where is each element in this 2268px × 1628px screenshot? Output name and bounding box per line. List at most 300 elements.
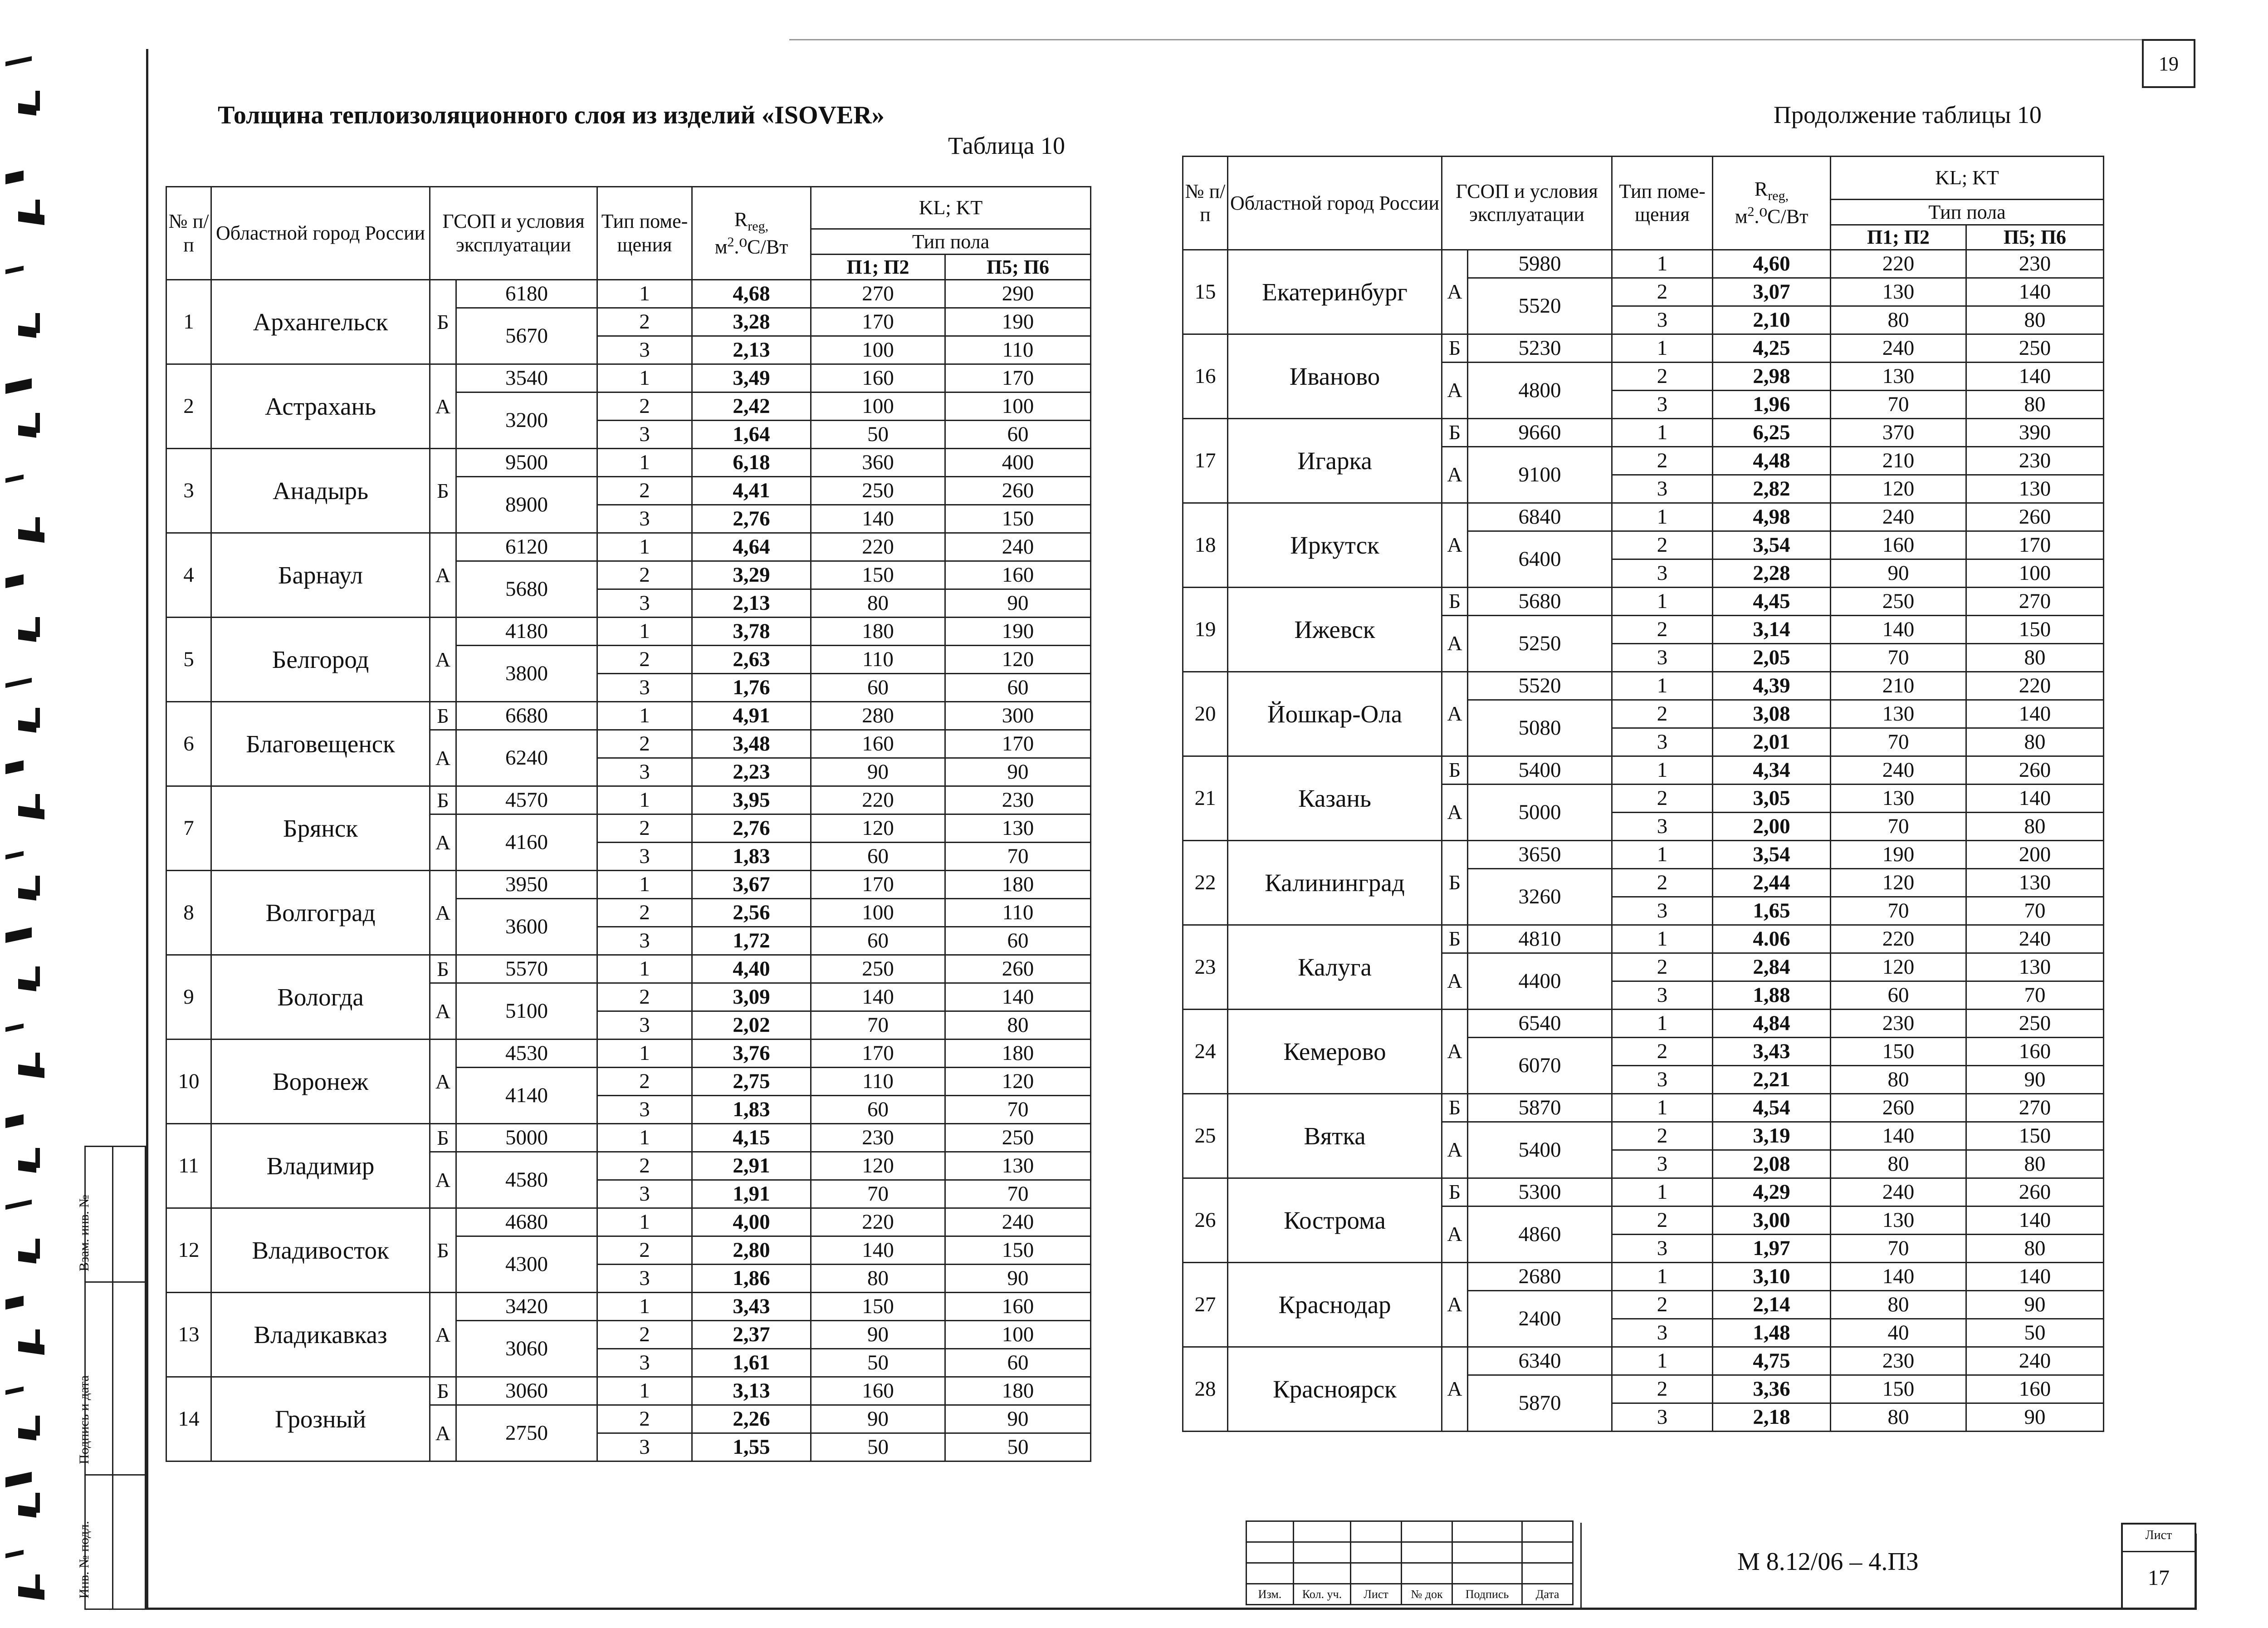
tb-col-signature: Подпись <box>1452 1584 1522 1605</box>
table-number: Таблица 10 <box>948 132 1065 159</box>
kl-p1-p2-value: 90 <box>811 758 945 786</box>
r-reg-value: 2,76 <box>692 814 811 843</box>
kl-p1-p2-value: 90 <box>811 1321 945 1349</box>
kl-p5-p6-value: 390 <box>1966 418 2104 446</box>
r-reg-value: 1,55 <box>692 1433 811 1461</box>
r-reg-value: 1,48 <box>1713 1319 1831 1347</box>
room-type: 3 <box>1612 559 1713 587</box>
scan-mark <box>35 617 40 637</box>
room-type: 2 <box>597 477 692 505</box>
operating-condition: Б <box>1442 840 1468 925</box>
r-unit-post: .⁰С/Вт <box>734 235 788 258</box>
kl-p1-p2-value: 170 <box>811 308 945 336</box>
kl-p5-p6-value: 240 <box>945 533 1091 561</box>
row-number: 13 <box>166 1293 211 1377</box>
row-number: 26 <box>1183 1178 1228 1262</box>
kl-p1-p2-value: 210 <box>1831 672 1966 700</box>
kl-p1-p2-value: 80 <box>1831 1150 1966 1178</box>
header-r-reg <box>1713 157 1831 250</box>
kl-p5-p6-value: 80 <box>1966 1234 2104 1262</box>
kl-p5-p6-value: 60 <box>945 421 1091 449</box>
r-reg-value: 2,10 <box>1713 306 1831 334</box>
r-reg-value: 1,83 <box>692 843 811 871</box>
scan-mark <box>35 200 40 220</box>
table-row <box>1183 334 2104 362</box>
city-name: Благовещенск <box>211 702 430 786</box>
r-reg-value: 2,13 <box>692 589 811 618</box>
table-row <box>166 1293 1091 1321</box>
kl-p1-p2-value: 140 <box>811 983 945 1011</box>
kl-p1-p2-value: 120 <box>1831 953 1966 981</box>
table-row <box>166 449 1091 477</box>
table-row <box>1183 925 2104 953</box>
scan-mark <box>18 1064 44 1078</box>
gsop-value: 3060 <box>456 1377 597 1405</box>
scan-mark <box>35 708 40 728</box>
stamp-label-original-inv: Инв. № подл. <box>77 1521 92 1599</box>
gsop-value: 5980 <box>1468 250 1612 278</box>
kl-p1-p2-value: 160 <box>1831 531 1966 559</box>
room-type: 2 <box>1612 784 1713 812</box>
row-number: 16 <box>1183 334 1228 418</box>
r-reg-value: 3,19 <box>1713 1122 1831 1150</box>
kl-p1-p2-value: 240 <box>1831 503 1966 531</box>
row-number: 7 <box>166 786 211 871</box>
kl-p5-p6-value: 300 <box>945 702 1091 730</box>
kl-p5-p6-value: 70 <box>945 843 1091 871</box>
room-type: 3 <box>1612 981 1713 1009</box>
room-type: 2 <box>1612 278 1713 306</box>
kl-p5-p6-value: 290 <box>945 280 1091 308</box>
city-name: Екатеринбург <box>1228 250 1442 334</box>
r-reg-value: 4,39 <box>1713 672 1831 700</box>
table-row <box>1183 1262 2104 1290</box>
scan-mark <box>5 1472 32 1487</box>
kl-p1-p2-value: 70 <box>811 1180 945 1208</box>
kl-p5-p6-value: 80 <box>1966 728 2104 756</box>
city-name: Архангельск <box>211 280 430 364</box>
scan-mark <box>18 720 36 733</box>
city-name: Ижевск <box>1228 587 1442 672</box>
tb-col-date: Дата <box>1522 1584 1573 1605</box>
table-row <box>166 955 1091 983</box>
scan-mark <box>5 1296 24 1310</box>
kl-p1-p2-value: 70 <box>811 1011 945 1040</box>
room-type: 2 <box>1612 446 1713 475</box>
operating-condition: Б <box>430 955 456 983</box>
document-code: М 8.12/06 – 4.ПЗ <box>1737 1548 1919 1576</box>
gsop-value: 5870 <box>1468 1094 1612 1122</box>
room-type: 3 <box>597 1096 692 1124</box>
room-type: 3 <box>1612 475 1713 503</box>
room-type: 1 <box>597 618 692 646</box>
gsop-value: 4570 <box>456 786 597 814</box>
kl-p5-p6-value: 90 <box>945 758 1091 786</box>
r-reg-value: 6,25 <box>1713 418 1831 446</box>
room-type: 2 <box>1612 615 1713 643</box>
r-symbol: R <box>734 208 748 230</box>
r-reg-value: 2,91 <box>692 1152 811 1180</box>
kl-p5-p6-value: 170 <box>945 730 1091 758</box>
kl-p5-p6-value: 240 <box>945 1208 1091 1236</box>
kl-p1-p2-value: 70 <box>1831 1234 1966 1262</box>
city-name: Красноярск <box>1228 1347 1442 1431</box>
table-continuation-caption: Продолжение таблицы 10 <box>1774 101 2042 128</box>
kl-p1-p2-value: 250 <box>1831 587 1966 615</box>
r-reg-value: 3,14 <box>1713 615 1831 643</box>
row-number: 17 <box>1183 418 1228 503</box>
kl-p1-p2-value: 150 <box>1831 1037 1966 1065</box>
room-type: 1 <box>1612 672 1713 700</box>
kl-p1-p2-value: 250 <box>811 955 945 983</box>
scan-mark <box>35 1148 40 1168</box>
r-reg-value: 2,23 <box>692 758 811 786</box>
operating-condition: Б <box>430 786 456 814</box>
row-number: 21 <box>1183 756 1228 840</box>
kl-p1-p2-value: 90 <box>1831 559 1966 587</box>
r-reg-value: 3,05 <box>1713 784 1831 812</box>
operating-condition: Б <box>430 280 456 364</box>
scan-mark <box>35 966 40 986</box>
gsop-value: 3260 <box>1468 868 1612 925</box>
kl-p5-p6-value: 120 <box>945 646 1091 674</box>
kl-p1-p2-value: 50 <box>811 1349 945 1377</box>
table-row <box>166 1208 1091 1236</box>
gsop-value: 5400 <box>1468 1122 1612 1178</box>
room-type: 1 <box>597 1293 692 1321</box>
r-reg-value: 3,13 <box>692 1377 811 1405</box>
header-city: Областной город России <box>1228 157 1442 250</box>
kl-p1-p2-value: 60 <box>1831 981 1966 1009</box>
r-reg-value: 2,56 <box>692 899 811 927</box>
title-block-grid <box>1246 1520 1574 1605</box>
city-name: Анадырь <box>211 449 430 533</box>
r-reg-value: 3,78 <box>692 618 811 646</box>
scan-mark <box>35 1329 40 1349</box>
gsop-value: 6540 <box>1468 1009 1612 1037</box>
kl-p5-p6-value: 70 <box>1966 981 2104 1009</box>
table-row <box>166 702 1091 730</box>
table-row <box>1183 250 2104 278</box>
scan-mark <box>35 1493 40 1513</box>
r-reg-value: 4,41 <box>692 477 811 505</box>
kl-p1-p2-value: 180 <box>811 618 945 646</box>
header-room-type: Тип поме- щения <box>1612 157 1713 250</box>
kl-p1-p2-value: 70 <box>1831 643 1966 672</box>
row-number: 10 <box>166 1040 211 1124</box>
gsop-value: 4580 <box>456 1152 597 1208</box>
kl-p1-p2-value: 220 <box>811 1208 945 1236</box>
kl-p5-p6-value: 100 <box>1966 559 2104 587</box>
room-type: 3 <box>597 1011 692 1040</box>
city-name: Йошкар-Ола <box>1228 672 1442 756</box>
row-number: 12 <box>166 1208 211 1293</box>
kl-p1-p2-value: 80 <box>1831 306 1966 334</box>
r-reg-value: 4,34 <box>1713 756 1831 784</box>
kl-p5-p6-value: 130 <box>1966 475 2104 503</box>
r-reg-value: 1,61 <box>692 1349 811 1377</box>
r-reg-value: 3,29 <box>692 561 811 589</box>
r-reg-value: 2,02 <box>692 1011 811 1040</box>
r-unit-pre: м <box>714 235 728 258</box>
r-reg-value: 4,48 <box>1713 446 1831 475</box>
header-kl-kt: KL; KT <box>1831 157 2104 200</box>
top-page-number: 19 <box>2142 39 2195 88</box>
kl-p1-p2-value: 170 <box>811 1040 945 1068</box>
room-type: 1 <box>1612 334 1713 362</box>
room-type: 2 <box>1612 1037 1713 1065</box>
kl-p1-p2-value: 160 <box>811 1377 945 1405</box>
operating-condition: А <box>430 618 456 702</box>
r-reg-value: 1,83 <box>692 1096 811 1124</box>
room-type: 2 <box>1612 1122 1713 1150</box>
gsop-value: 9100 <box>1468 446 1612 503</box>
scan-mark <box>35 876 40 896</box>
scan-mark <box>18 1341 44 1355</box>
operating-condition: Б <box>1442 756 1468 784</box>
room-type: 3 <box>597 1265 692 1293</box>
scan-mark <box>5 1114 24 1128</box>
kl-p5-p6-value: 90 <box>1966 1290 2104 1319</box>
kl-p1-p2-value: 120 <box>811 814 945 843</box>
kl-p1-p2-value: 150 <box>1831 1375 1966 1403</box>
kl-p5-p6-value: 140 <box>1966 784 2104 812</box>
r-reg-value: 4,40 <box>692 955 811 983</box>
frame-left-border <box>146 49 148 1610</box>
kl-p5-p6-value: 230 <box>1966 446 2104 475</box>
kl-p5-p6-value: 180 <box>945 1040 1091 1068</box>
kl-p5-p6-value: 400 <box>945 449 1091 477</box>
kl-p1-p2-value: 130 <box>1831 1206 1966 1234</box>
room-type: 1 <box>1612 587 1713 615</box>
operating-condition: Б <box>430 1377 456 1405</box>
r-reg-value: 4,54 <box>1713 1094 1831 1122</box>
room-type: 2 <box>1612 1206 1713 1234</box>
gsop-value: 5520 <box>1468 672 1612 700</box>
row-number: 14 <box>166 1377 211 1461</box>
operating-condition: Б <box>430 702 456 730</box>
operating-condition: А <box>430 871 456 955</box>
r-reg-value: 1,91 <box>692 1180 811 1208</box>
operating-condition: А <box>1442 250 1468 334</box>
kl-p5-p6-value: 240 <box>1966 925 2104 953</box>
gsop-value: 6340 <box>1468 1347 1612 1375</box>
room-type: 1 <box>597 533 692 561</box>
operating-condition: А <box>1442 953 1468 1009</box>
room-type: 1 <box>597 1208 692 1236</box>
kl-p5-p6-value: 150 <box>945 505 1091 533</box>
kl-p1-p2-value: 70 <box>1831 812 1966 840</box>
operating-condition: А <box>1442 1122 1468 1178</box>
operating-condition: А <box>1442 1347 1468 1431</box>
city-name: Вятка <box>1228 1094 1442 1178</box>
city-name: Владикавказ <box>211 1293 430 1377</box>
gsop-value: 5000 <box>456 1124 597 1152</box>
table-row <box>1183 1347 2104 1375</box>
room-type: 3 <box>597 1433 692 1461</box>
kl-p1-p2-value: 230 <box>1831 1347 1966 1375</box>
kl-p1-p2-value: 60 <box>811 1096 945 1124</box>
room-type: 3 <box>1612 1319 1713 1347</box>
operating-condition: А <box>1442 446 1468 503</box>
r-reg-value: 2,84 <box>1713 953 1831 981</box>
stamp-label-replace-inv: Взам. инв. № <box>77 1194 92 1271</box>
room-type: 1 <box>1612 503 1713 531</box>
kl-p5-p6-value: 260 <box>1966 756 2104 784</box>
gsop-value: 3800 <box>456 646 597 702</box>
header-gsop: ГСОП и условия эксплуатации <box>1442 157 1612 250</box>
scan-mark <box>18 325 36 338</box>
kl-p5-p6-value: 110 <box>945 336 1091 364</box>
r-reg-value: 3,07 <box>1713 278 1831 306</box>
room-type: 2 <box>597 646 692 674</box>
r-reg-value: 4,91 <box>692 702 811 730</box>
kl-p1-p2-value: 220 <box>1831 925 1966 953</box>
r-unit-pre: м <box>1735 205 1748 228</box>
kl-p1-p2-value: 100 <box>811 336 945 364</box>
stamp-cell-original-inv <box>77 1474 146 1610</box>
kl-p1-p2-value: 270 <box>811 280 945 308</box>
kl-p1-p2-value: 370 <box>1831 418 1966 446</box>
room-type: 1 <box>597 1377 692 1405</box>
kl-p5-p6-value: 130 <box>945 814 1091 843</box>
room-type: 1 <box>1612 1009 1713 1037</box>
city-name: Воронеж <box>211 1040 430 1124</box>
r-reg-value: 4,84 <box>1713 1009 1831 1037</box>
scan-mark <box>18 1428 36 1441</box>
room-type: 2 <box>597 308 692 336</box>
r-reg-value: 2,00 <box>1713 812 1831 840</box>
r-reg-value: 4,68 <box>692 280 811 308</box>
room-type: 1 <box>597 1040 692 1068</box>
gsop-value: 8900 <box>456 477 597 533</box>
scan-mark <box>18 211 44 225</box>
r-reg-value: 4,00 <box>692 1208 811 1236</box>
operating-condition: А <box>1442 1262 1468 1347</box>
row-number: 27 <box>1183 1262 1228 1347</box>
scan-mark <box>5 927 32 943</box>
operating-condition: А <box>1442 503 1468 587</box>
gsop-value: 6240 <box>456 730 597 786</box>
table-row <box>1183 1094 2104 1122</box>
r-symbol: R <box>1754 178 1768 201</box>
r-reg-value: 2,21 <box>1713 1065 1831 1094</box>
r-subscript: reg, <box>748 218 769 234</box>
header-no: № п/ п <box>166 187 211 280</box>
city-name: Казань <box>1228 756 1442 840</box>
row-number: 8 <box>166 871 211 955</box>
operating-condition: Б <box>430 1124 456 1152</box>
room-type: 3 <box>597 1349 692 1377</box>
kl-p1-p2-value: 220 <box>1831 250 1966 278</box>
scan-mark <box>5 378 32 394</box>
insulation-table-right <box>1182 156 2104 1432</box>
kl-p1-p2-value: 80 <box>811 589 945 618</box>
table-row <box>166 364 1091 392</box>
scan-mark <box>35 313 40 333</box>
operating-condition: А <box>1442 784 1468 840</box>
scan-mark <box>5 851 24 860</box>
r-reg-value: 2,37 <box>692 1321 811 1349</box>
header-floor-type: Тип пола <box>811 229 1091 255</box>
kl-p5-p6-value: 70 <box>945 1180 1091 1208</box>
kl-p1-p2-value: 40 <box>1831 1319 1966 1347</box>
operating-condition: А <box>1442 1206 1468 1262</box>
operating-condition: А <box>1442 672 1468 756</box>
kl-p1-p2-value: 220 <box>811 533 945 561</box>
scan-mark <box>35 517 40 537</box>
gsop-value: 4140 <box>456 1068 597 1124</box>
operating-condition: Б <box>1442 1178 1468 1206</box>
kl-p5-p6-value: 250 <box>1966 1009 2104 1037</box>
page-title: Толщина теплоизоляционного слоя из изделий «ISOVER» <box>218 101 885 129</box>
kl-p1-p2-value: 280 <box>811 702 945 730</box>
kl-p5-p6-value: 170 <box>945 364 1091 392</box>
city-name: Грозный <box>211 1377 430 1461</box>
operating-condition: А <box>1442 615 1468 672</box>
r-reg-value: 3,54 <box>1713 840 1831 868</box>
scan-mark <box>5 1200 32 1210</box>
room-type: 2 <box>1612 700 1713 728</box>
kl-p5-p6-value: 260 <box>1966 503 2104 531</box>
r-reg-value: 4,60 <box>1713 250 1831 278</box>
gsop-value: 5100 <box>456 983 597 1040</box>
r-unit-post: .⁰С/Вт <box>1754 205 1809 228</box>
r-reg-value: 2,76 <box>692 505 811 533</box>
r-reg-value: 3,10 <box>1713 1262 1831 1290</box>
r-reg-value: 4,29 <box>1713 1178 1831 1206</box>
kl-p1-p2-value: 230 <box>811 1124 945 1152</box>
kl-p5-p6-value: 260 <box>945 477 1091 505</box>
kl-p5-p6-value: 240 <box>1966 1347 2104 1375</box>
gsop-value: 5680 <box>1468 587 1612 615</box>
city-name: Краснодар <box>1228 1262 1442 1347</box>
kl-p5-p6-value: 160 <box>945 561 1091 589</box>
table-row <box>166 1377 1091 1405</box>
row-number: 19 <box>1183 587 1228 672</box>
kl-p1-p2-value: 80 <box>811 1265 945 1293</box>
city-name: Иваново <box>1228 334 1442 418</box>
r-reg-value: 3,28 <box>692 308 811 336</box>
kl-p1-p2-value: 90 <box>811 1405 945 1433</box>
row-number: 18 <box>1183 503 1228 587</box>
scan-mark <box>5 56 32 66</box>
stamp-cell-replace-inv <box>77 1146 146 1283</box>
r-reg-value: 2,13 <box>692 336 811 364</box>
kl-p5-p6-value: 230 <box>1966 250 2104 278</box>
kl-p5-p6-value: 140 <box>1966 1262 2104 1290</box>
r-reg-value: 1,65 <box>1713 897 1831 925</box>
gsop-value: 5000 <box>1468 784 1612 840</box>
kl-p5-p6-value: 100 <box>945 392 1091 421</box>
table-row <box>166 533 1091 561</box>
operating-condition: А <box>430 1040 456 1124</box>
r-reg-value: 2,98 <box>1713 362 1831 390</box>
room-type: 2 <box>597 1236 692 1265</box>
kl-p5-p6-value: 70 <box>1966 897 2104 925</box>
room-type: 3 <box>597 421 692 449</box>
table-row <box>166 786 1091 814</box>
row-number: 28 <box>1183 1347 1228 1431</box>
room-type: 3 <box>597 1180 692 1208</box>
kl-p5-p6-value: 80 <box>1966 643 2104 672</box>
r-reg-value: 3,54 <box>1713 531 1831 559</box>
scan-mark <box>18 1586 44 1600</box>
room-type: 3 <box>597 927 692 955</box>
room-type: 3 <box>597 589 692 618</box>
room-type: 3 <box>1612 728 1713 756</box>
r-reg-value: 4,25 <box>1713 334 1831 362</box>
